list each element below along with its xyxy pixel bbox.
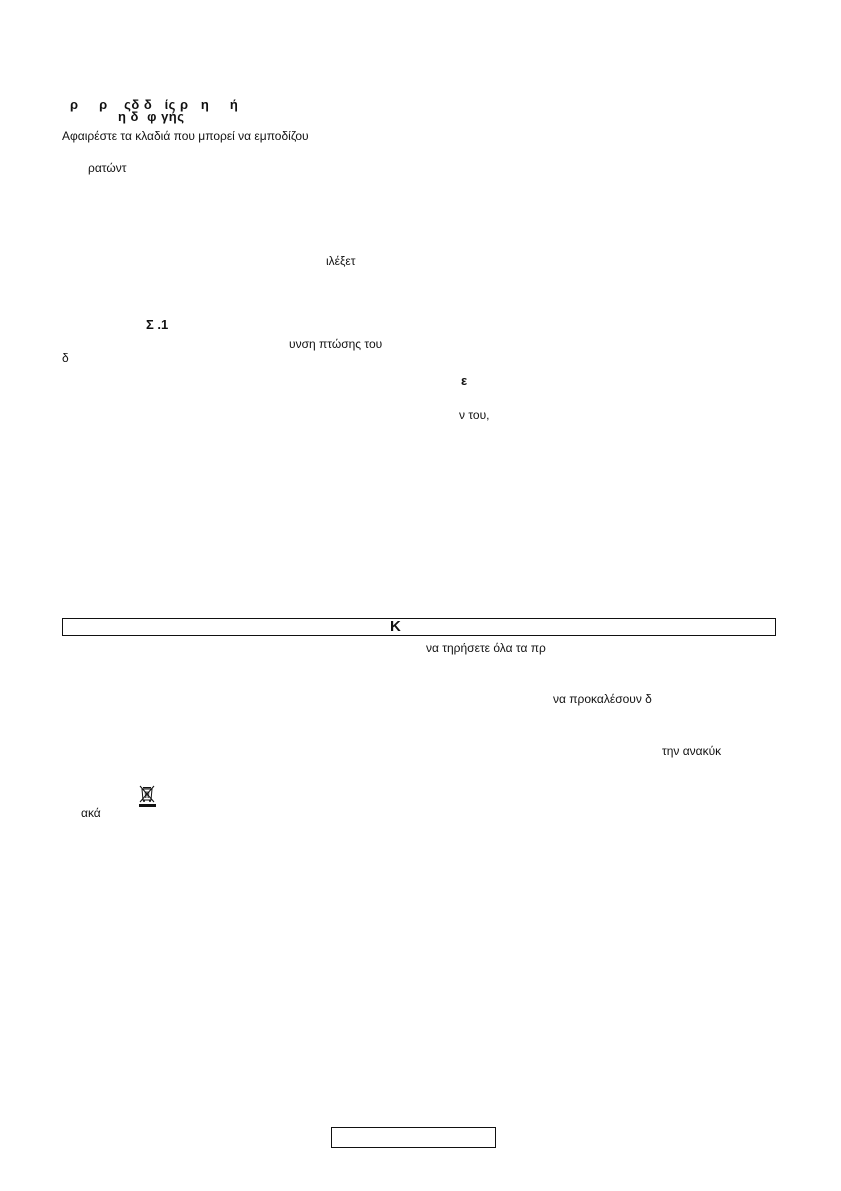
text-line: ν του, xyxy=(459,408,490,422)
section-heading-line-2: η δ φ γής xyxy=(118,109,185,124)
text-fragment: ε xyxy=(461,373,468,388)
text-line: ρατώντ xyxy=(88,161,127,175)
boxed-section-title-text: Κ xyxy=(390,618,401,635)
page-number-box xyxy=(331,1127,496,1148)
section-heading-line-1: ρ ρ ςδ δ ίς ρ η ή xyxy=(70,97,239,112)
text-line: υνση πτώσης του xyxy=(289,337,383,351)
text-line: να προκαλέσουν δ xyxy=(553,692,652,706)
text-line: την ανακύκ xyxy=(662,744,722,758)
text-line: ακά xyxy=(81,806,101,820)
boxed-section-title xyxy=(62,618,776,636)
crossed-out-wheelie-bin-icon xyxy=(138,784,157,808)
text-line: να τηρήσετε όλα τα πρ xyxy=(426,641,546,655)
text-line: δ xyxy=(62,351,69,365)
text-line: ιλέξετ xyxy=(326,254,356,268)
figure-reference: Σ .1 xyxy=(146,317,169,332)
text-line: Αφαιρέστε τα κλαδιά που μπορεί να εμποδίζου xyxy=(62,129,309,143)
